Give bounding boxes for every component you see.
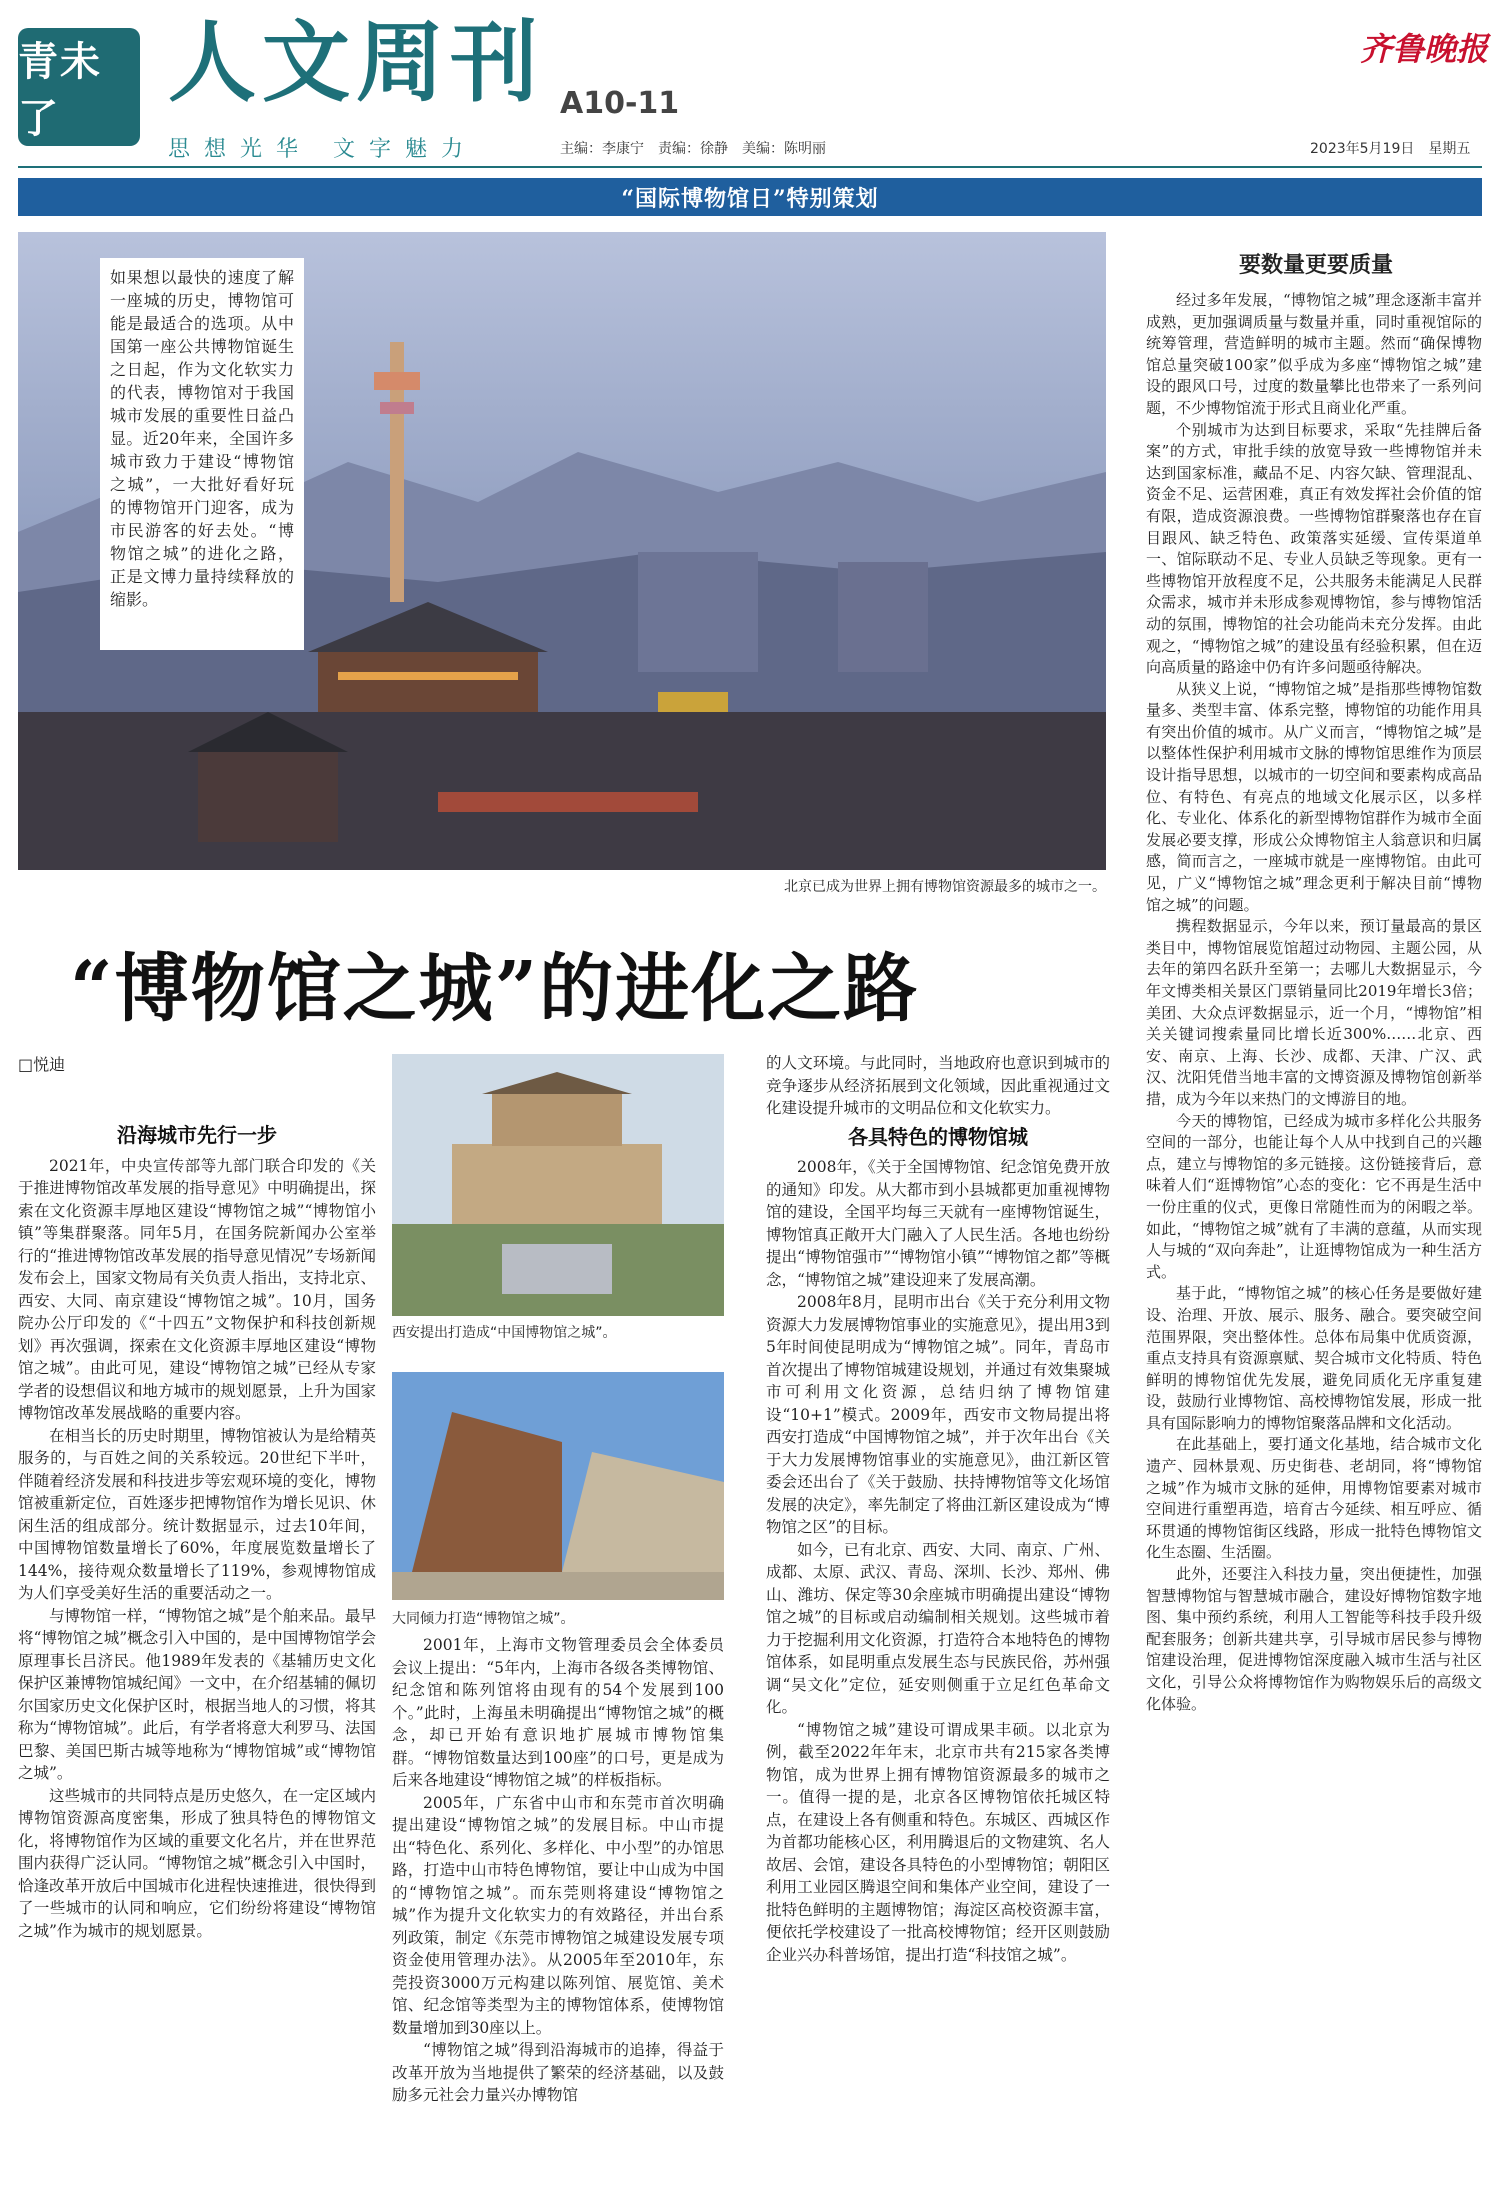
section-motto: 思想光华 文字魅力: [168, 137, 477, 162]
page-number: A10-11: [560, 86, 680, 121]
paragraph: 的人文环境。与此同时，当地政府也意识到城市的竞争逐步从经济拓展到文化领域，因此重视通过文化建设提升城市的文明品位和文化软实力。: [766, 1054, 1110, 1117]
datong-caption: 大同倾力打造“博物馆之城”。: [392, 1611, 575, 1627]
subhead-coastal: 沿海城市先行一步: [117, 1123, 277, 1147]
paragraph: 基于此，“博物馆之城”的核心任务是要做好建设、治理、开放、展示、服务、融合。要突破空间范围界限，突出整体性。总体布局集中优质资源，重点支持具有资源禀赋、契合城市文化特质、特色鲜明的博物馆优先发展，避免同质化无序重复建设，鼓励行业博物馆、高校博物馆发展，形成一批具有国际影响力的博物馆聚落品牌和文化活动。: [1146, 1284, 1482, 1432]
photo-caption: 北京已成为世界上拥有博物馆资源最多的城市之一。: [784, 879, 1106, 895]
author-byline: □悦迪: [18, 1055, 66, 1074]
column-3: [766, 1052, 1110, 1966]
column-1: [18, 1118, 376, 1942]
paragraph: 从狭义上说，“博物馆之城”是指那些博物馆数量多、类型丰富、体系完整，博物馆的功能作用具有突出价值的城市。从广义而言，“博物馆之城”是以整体性保护利用城市文脉的博物馆思维作为顶层设计指导思想，以城市的一切空间和要素构成高品位、有特色、有亮点的地域文化展示区，以多样化、专业化、体系化的新型博物馆群作为城市全面发展必要支撑，形成公众博物馆主人翁意识和归属感，简而言之，一座城市就是一座博物馆。由此可见，广义“博物馆之城”理念更利于解决目前“博物馆之城”的问题。: [1146, 679, 1482, 914]
special-feature-banner: “国际博物馆日”特别策划: [18, 178, 1482, 216]
paragraph: 这些城市的共同特点是历史悠久，在一定区域内博物馆资源高度密集，形成了独具特色的博物馆文化，将博物馆作为区域的重要文化名片，并在世界范围内获得广泛认同。“博物馆之城”概念引入中国时，恰逢改革开放后中国城市化进程快速推进，很快得到了一些城市的认同和响应，它们纷纷将建设“博物馆之城”作为城市的规划愿景。: [18, 1786, 376, 1940]
section-title: 人文周刊: [168, 10, 545, 114]
paragraph: 今天的博物馆，已经成为城市多样化公共服务空间的一部分，也能让每个人从中找到自己的兴趣点，建立与博物馆的多元链接。这份链接背后，意味着人们“逛博物馆”心态的变化：它不再是生活中一份庄重的仪式，更像日常随性而为的闲暇之举。如此，“博物馆之城”就有了丰满的意蕴，从而实现人与城的“双向奔赴”，让逛博物馆成为一种生活方式。: [1146, 1111, 1482, 1281]
paragraph: 2021年，中央宣传部等九部门联合印发的《关于推进博物馆改革发展的指导意见》中明确提出，探索在文化资源丰厚地区建设“博物馆之城”“博物馆小镇”等集群聚落。同年5月，在国务院新闻办公室举行的“推进博物馆改革发展的指导意见情况”专场新闻发布会上，国家文物局有关负责人指出，支持北京、西安、大同、南京建设“博物馆之城”。10月，国务院办公厅印发的《“十四五”文物保护和科技创新规划》再次强调，探索在文化资源丰厚地区建设“博物馆之城”。由此可见，建设“博物馆之城”已经从专家学者的设想倡议和地方城市的规划愿景，上升为国家博物馆改革发展战略的重要内容。: [18, 1156, 376, 1422]
issue-date: 2023年5月19日 星期五: [1310, 141, 1471, 157]
paragraph: 携程数据显示，今年以来，预订量最高的景区类目中，博物馆展览馆超过动物园、主题公园，从去年的第四名跃升至第一；去哪儿大数据显示，今年文博类相关景区门票销量同比2019年增长3倍；美团、大众点评数据显示，近一个月，“博物馆”相关关键词搜索量同比增长近300%……北京、西安、南京、上海、长沙、成都、天津、广汉、武汉、沈阳凭借当地丰富的文博资源及博物馆创新举措，成为今年以来热门的文博游目的地。: [1146, 917, 1482, 1108]
subhead-quality: 要数量更要质量: [1238, 252, 1393, 278]
editor-credits: 主编：李康宁 责编：徐静 美编：陈明丽: [560, 141, 826, 157]
paragraph: “博物馆之城”建设可谓成果丰硕。以北京为例，截至2022年年末，北京市共有215家各类博物馆，成为世界上拥有博物馆资源最多的城市之一。值得一提的是，北京各区博物馆依托城区特点，在建设上各有侧重和特色。东城区、西城区作为首都功能核心区，利用腾退后的文物建筑、名人故居、会馆，建设各具特色的小型博物馆；朝阳区利用工业园区腾退空间和集体产业空间，建设了一批特色鲜明的主题博物馆；海淀区高校资源丰富，便依托学校建设了一批高校博物馆；经开区则鼓励企业兴办科普场馆，提出打造“科技馆之城”。: [766, 1720, 1110, 1964]
paragraph: “博物馆之城”得到沿海城市的追捧，得益于改革开放为当地提供了繁荣的经济基础，以及鼓励多元社会力量兴办博物馆: [392, 2041, 724, 2104]
xian-caption: 西安提出打造成“中国博物馆之城”。: [392, 1325, 617, 1341]
paragraph: 与博物馆一样，“博物馆之城”是个舶来品。最早将“博物馆之城”概念引入中国的，是中国博物馆学会原理事长吕济民。他1989年发表的《基辅历史文化保护区兼博物馆城纪闻》一文中，在介绍基辅的佩切尔国家历史文化保护区时，根据当地人的习惯，将其称为“博物馆城”。此后，有学者将意大利罗马、法国巴黎、美国巴斯古城等地称为“博物馆城”或“博物馆之城”。: [18, 1606, 376, 1782]
paragraph: 2008年8月，昆明市出台《关于充分利用文物资源大力发展博物馆事业的实施意见》，提出用3到5年时间使昆明成为“博物馆之城”。同年，青岛市首次提出了博物馆城建设规划，并通过有效集聚城市可利用文化资源，总结归纳了博物馆建设“10+1”模式。2009年，西安市文物局提出将西安打造成“中国博物馆之城”，并于次年出台《关于大力发展博物馆事业的实施意见》，曲江新区管委会还出台了《关于鼓励、扶持博物馆等文化场馆发展的决定》，率先制定了将曲江新区建设成为“博物馆之区”的目标。: [766, 1293, 1110, 1536]
logo-badge: 青未了: [18, 28, 140, 146]
paragraph: 2005年，广东省中山市和东莞市首次明确提出建设“博物馆之城”的发展目标。中山市提出“特色化、系列化、多样化、中小型”的办馆思路，打造中山市特色博物馆，要让中山成为中国的“博物馆之城”。而东莞则将建设“博物馆之城”作为提升文化软实力的有效路径，并出台系列政策，制定《东莞市博物馆之城建设发展专项资金使用管理办法》。从2005年至2010年，东莞投资3000万元构建以陈列馆、展览馆、美术馆、纪念馆等类型为主的博物馆体系，使博物馆数量增加到30座以上。: [392, 1793, 724, 2037]
paragraph: 2008年，《关于全国博物馆、纪念馆免费开放的通知》印发。从大都市到小县城都更加重视博物馆的建设，全国平均每三天就有一座博物馆诞生，博物馆真正敞开大门融入了人民生活。各地也纷纷提出“博物馆强市”“博物馆小镇”“博物馆之都”等概念，“博物馆之城”建设迎来了发展高潮。: [766, 1158, 1110, 1289]
paragraph: 如今，已有北京、西安、大同、南京、广州、成都、太原、武汉、青岛、深圳、长沙、郑州、佛山、潍坊、保定等30余座城市明确提出建设“博物馆之城”的目标或启动编制相关规划。这些城市着力于挖掘利用文化资源，打造符合本地特色的博物馆体系，如昆明重点发展生态与民族民俗，苏州强调“吴文化”定位，延安则侧重于立足红色革命文化。: [766, 1540, 1110, 1716]
paragraph: 经过多年发展，“博物馆之城”理念逐渐丰富并成熟，更加强调质量与数量并重，同时重视馆际的统筹管理，营造鲜明的城市主题。然而“确保博物馆总量突破100家”似乎成为多座“博物馆之城”建设的跟风口号，过度的数量攀比也带来了一系列问题，不少博物馆流于形式且商业化严重。: [1146, 291, 1482, 417]
masthead-divider: [18, 166, 1482, 168]
subhead-featured: 各具特色的博物馆城: [848, 1124, 1028, 1149]
xian-museum-photo: [392, 1054, 724, 1316]
datong-museum-photo: [392, 1372, 724, 1600]
article-headline: “博物馆之城”的进化之路: [70, 946, 920, 1032]
newspaper-brand: 齐鲁晚报: [1360, 30, 1489, 68]
column-4: [1146, 290, 1482, 1715]
column-2: [392, 1634, 724, 2107]
paragraph: 个别城市为达到目标要求，采取“先挂牌后备案”的方式，审批手续的放宽导致一些博物馆并未达到国家标准，藏品不足、内容欠缺、管理混乱、资金不足、运营困难，真正有效发挥社会价值的馆有限，造成资源浪费。一些博物馆群聚落也存在盲目跟风、缺乏特色、政策落实延缓、宣传渠道单一、馆际联动不足、专业人员缺乏等现象。更有一些博物馆开放程度不足，公共服务未能满足人民群众需求，城市并未形成参观博物馆，参与博物馆活动的氛围，博物馆的社会功能尚未充分发挥。由此观之，“博物馆之城”的建设虽有经验积累，但在迈向高质量的路途中仍有许多问题亟待解决。: [1146, 420, 1482, 677]
paragraph: 此外，还要注入科技力量，突出便捷性，加强智慧博物馆与智慧城市融合，建设好博物馆数字地图、集中预约系统，利用人工智能等科技手段升级配套服务；创新共建共享，引导城市居民参与博物馆建设治理，促进博物馆深度融入城市生活与社区文化，引导公众将博物馆作为购物娱乐后的高级文化体验。: [1146, 1565, 1482, 1713]
paragraph: 在此基础上，要打通文化基地，结合城市文化遗产、园林景观、历史街巷、老胡同，将“博物馆之城”作为城市文脉的延伸，用博物馆要素对城市空间进行重塑再造，培育古今延续、相互呼应、循环贯通的博物馆街区线路，形成一批特色博物馆文化生态圈、生活圈。: [1146, 1435, 1482, 1562]
paragraph: 2001年，上海市文物管理委员会全体委员会议上提出：“5年内，上海市各级各类博物馆、纪念馆和陈列馆将由现有的54个发展到100个。”此时，上海虽未明确提出“博物馆之城”的概念，却已开始有意识地扩展城市博物馆集群。“博物馆数量达到100座”的口号，更是成为后来各地建设“博物馆之城”的样板指标。: [392, 1636, 724, 1789]
intro-box: 如果想以最快的速度了解一座城的历史，博物馆可能是最适合的选项。从中国第一座公共博物馆诞生之日起，作为文化软实力的代表，博物馆对于我国城市发展的重要性日益凸显。近20年来，全国许多城市致力于建设“博物馆之城”，一大批好看好玩的博物馆开门迎客，成为市民游客的好去处。“博物馆之城”的进化之路，正是文博力量持续释放的缩影。: [100, 258, 304, 650]
paragraph: 在相当长的历史时期里，博物馆被认为是给精英服务的，与百姓之间的关系较远。20世纪下半叶，伴随着经济发展和科技进步等宏观环境的变化，博物馆被重新定位，百姓逐步把博物馆作为增长见识、休闲生活的组成部分。统计数据显示，过去10年间，中国博物馆数量增长了60%，年度展览数量增长了144%，接待观众数量增长了119%，参观博物馆成为人们享受美好生活的重要活动之一。: [18, 1426, 376, 1602]
